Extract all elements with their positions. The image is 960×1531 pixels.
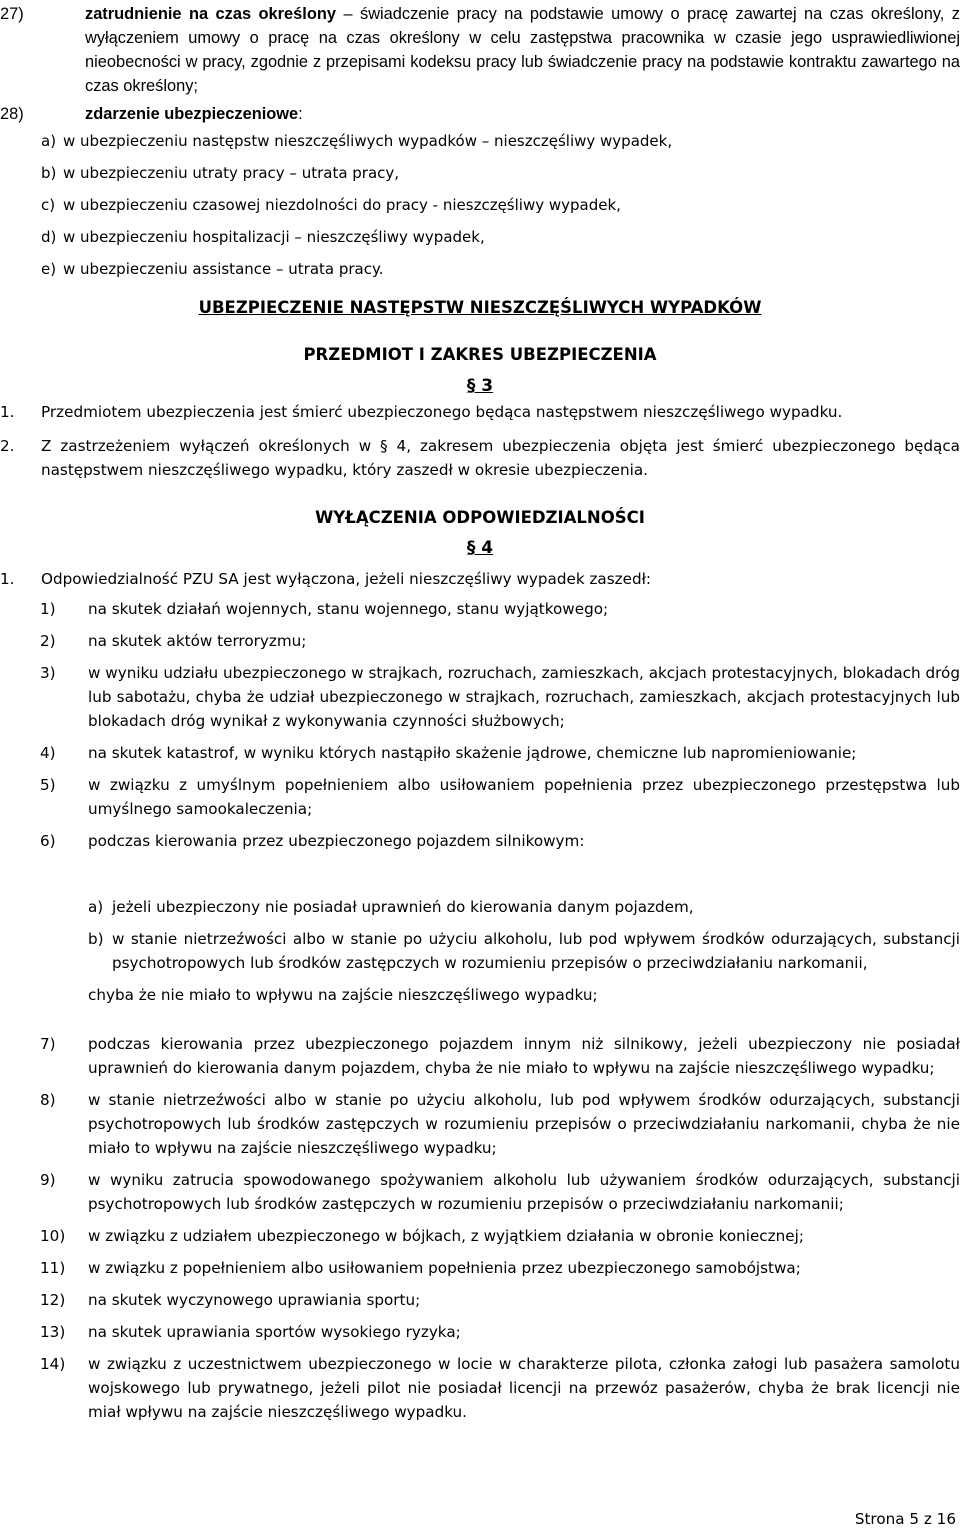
exclusions-list (40, 597, 960, 853)
list-item: 1. Przedmiotem ubezpieczenia jest śmierć ubezpieczonego będąca następstwem nieszczęśliwego wypadku. (0, 403, 843, 421)
section-title: UBEZPIECZENIE NASTĘPSTW NIESZCZĘŚLIWYCH WYPADKÓW (198, 298, 762, 317)
list-item: a) w ubezpieczeniu następstw nieszczęśliwych wypadków – nieszczęśliwy wypadek, (41, 132, 673, 150)
vehicle-sublist (88, 895, 960, 1007)
list-item: 13) na skutek uprawiania sportów wysokiego ryzyka; (40, 1323, 461, 1341)
list-item: e) w ubezpieczeniu assistance – utrata pracy. (41, 260, 384, 278)
definition-27: 27) zatrudnienie na czas określony – świadczenie pracy na podstawie umowy o pracę zawartej na czas określony, z wyłączeniem umowy o pracę na czas określony w celu zastępstwa pracownika w czasie jego usprawiedliwionej nieobecności w pracy, zgodnie z przepisami kodeksu pracy lub świadczenie pracy na podstawie kontraktu zawartego na czas określony; (0, 2, 960, 98)
list-item: 8) w stanie nietrzeźwości albo w stanie po użyciu alkoholu, lub pod wpływem środków odurzających, substancji psychotropowych lub środków zastępczych w rozumieniu przepisów o przeciwdziałaniu narkomanii, chyba że nie miało to wpływu na zajście nieszczęśliwego wypadku; (40, 1091, 960, 1157)
exclusions-title: WYŁĄCZENIA ODPOWIEDZIALNOŚCI (315, 508, 645, 527)
definition-text-line-4: świadczenie pracy na podstawie kontraktu zawartego na czas określony; (85, 53, 960, 95)
list-item: d) w ubezpieczeniu hospitalizacji – nieszczęśliwy wypadek, (41, 228, 485, 246)
list-item: 4) na skutek katastrof, w wyniku których nastąpiło skażenie jądrowe, chemiczne lub napromieniowanie; (40, 744, 857, 762)
list-item: 10) w związku z udziałem ubezpieczonego w bójkach, z wyjątkiem działania w obronie koniecznej; (40, 1227, 804, 1245)
paragraph-3-heading: § 3 (466, 376, 494, 396)
vehicle-tail: chyba że nie miało to wpływu na zajście nieszczęśliwego wypadku; (88, 986, 598, 1004)
list-item: 2. Z zastrzeżeniem wyłączeń określonych w § 4, zakresem ubezpieczenia objęta jest śmierć ubezpieczonego będąca następstwem nieszczęśliwego wypadku, który zaszedł w okresie ubezpieczenia. (0, 437, 960, 479)
list-item: b) w stanie nietrzeźwości albo w stanie po użyciu alkoholu, lub pod wpływem środków odurzających, substancji psychotropowych lub środków zastępczych w rozumieniu przepisów o przeciwdziałaniu narkomanii, (88, 930, 960, 972)
paragraph-4-intro: 1. Odpowiedzialność PZU SA jest wyłączona, jeżeli nieszczęśliwy wypadek zaszedł: (0, 570, 652, 588)
subject-title: PRZEDMIOT I ZAKRES UBEZPIECZENIA (303, 345, 657, 364)
list-item: 3) w wyniku udziału ubezpieczonego w strajkach, rozruchach, zamieszkach, akcjach protestacyjnych, blokadach dróg lub sabotażu, chyba że udział ubezpieczonego w strajkach, rozruchach, zamieszkach, akcjach protestacyjnych lub blokadach dróg wynikał z wykonywania czynności służbowych; (40, 664, 960, 730)
definition-number: 27) (0, 5, 24, 23)
list-item: 7) podczas kierowania przez ubezpieczonego pojazdem innym niż silnikowy, jeżeli ubezpieczony nie posiadał uprawnień do kierowania danym pojazdem, chyba że nie miało to wpływu na zajście nieszczęśliwego wypadku; (40, 1035, 960, 1077)
exclusions-list-continued (40, 1032, 960, 1424)
insurance-events-list (41, 132, 941, 292)
list-item: 6) podczas kierowania przez ubezpieczonego pojazdem silnikowym: (40, 832, 585, 850)
definition-term: zatrudnienie na czas określony (85, 5, 336, 23)
page-number: Strona 5 z 16 (854, 1510, 956, 1528)
list-item: 9) w wyniku zatrucia spowodowanego spożywaniem alkoholu lub używaniem środków odurzających, substancji psychotropowych lub środków zastępczych w rozumieniu przepisów o przeciwdziałaniu narkomanii; (40, 1171, 960, 1213)
list-item: 11) w związku z popełnieniem albo usiłowaniem popełnienia przez ubezpieczonego samobójstwa; (40, 1259, 801, 1277)
definition-number: 28) (0, 105, 24, 123)
definition-text-line-3: w czasie jego usprawiedliwionej nieobecności w pracy, zgodnie z przepisami kodeksu pracy lub (85, 29, 960, 71)
paragraph-3-points (0, 400, 960, 482)
definitions-block (0, 2, 960, 126)
list-item: c) w ubezpieczeniu czasowej niezdolności do pracy - nieszczęśliwy wypadek, (41, 196, 621, 214)
list-item: a) jeżeli ubezpieczony nie posiadał uprawnień do kierowania danym pojazdem, (88, 898, 694, 916)
definition-term: zdarzenie ubezpieczeniowe (85, 105, 299, 123)
definition-28: 28) zdarzenie ubezpieczeniowe: (0, 102, 960, 126)
definition-text-line-1: świadczenie pracy na podstawie umowy o pracę zawartej na (360, 5, 823, 23)
paragraph-4-heading: § 4 (466, 538, 494, 558)
list-item: 5) w związku z umyślnym popełnieniem albo usiłowaniem popełnienia przez ubezpieczonego przestępstwa lub umyślnego samookaleczenia; (40, 776, 960, 818)
list-item: b) w ubezpieczeniu utraty pracy – utrata pracy, (41, 164, 400, 182)
list-item: 2) na skutek aktów terroryzmu; (40, 632, 307, 650)
list-item: 1) na skutek działań wojennych, stanu wojennego, stanu wyjątkowego; (40, 600, 609, 618)
definition-text-line-2: czas określony, z wyłączeniem umowy o pracę na czas określony w celu zastępstwa pracownika (85, 5, 960, 47)
list-item: 14) w związku z uczestnictwem ubezpieczonego w locie w charakterze pilota, członka załogi lub pasażera samolotu wojskowego lub prywatnego, jeżeli pilot nie posiadał licencji na przewóz pasażerów, chyba że brak licencji nie miał wpływu na zajście nieszczęśliwego wypadku. (40, 1355, 960, 1421)
list-item: 12) na skutek wyczynowego uprawiania sportu; (40, 1291, 421, 1309)
